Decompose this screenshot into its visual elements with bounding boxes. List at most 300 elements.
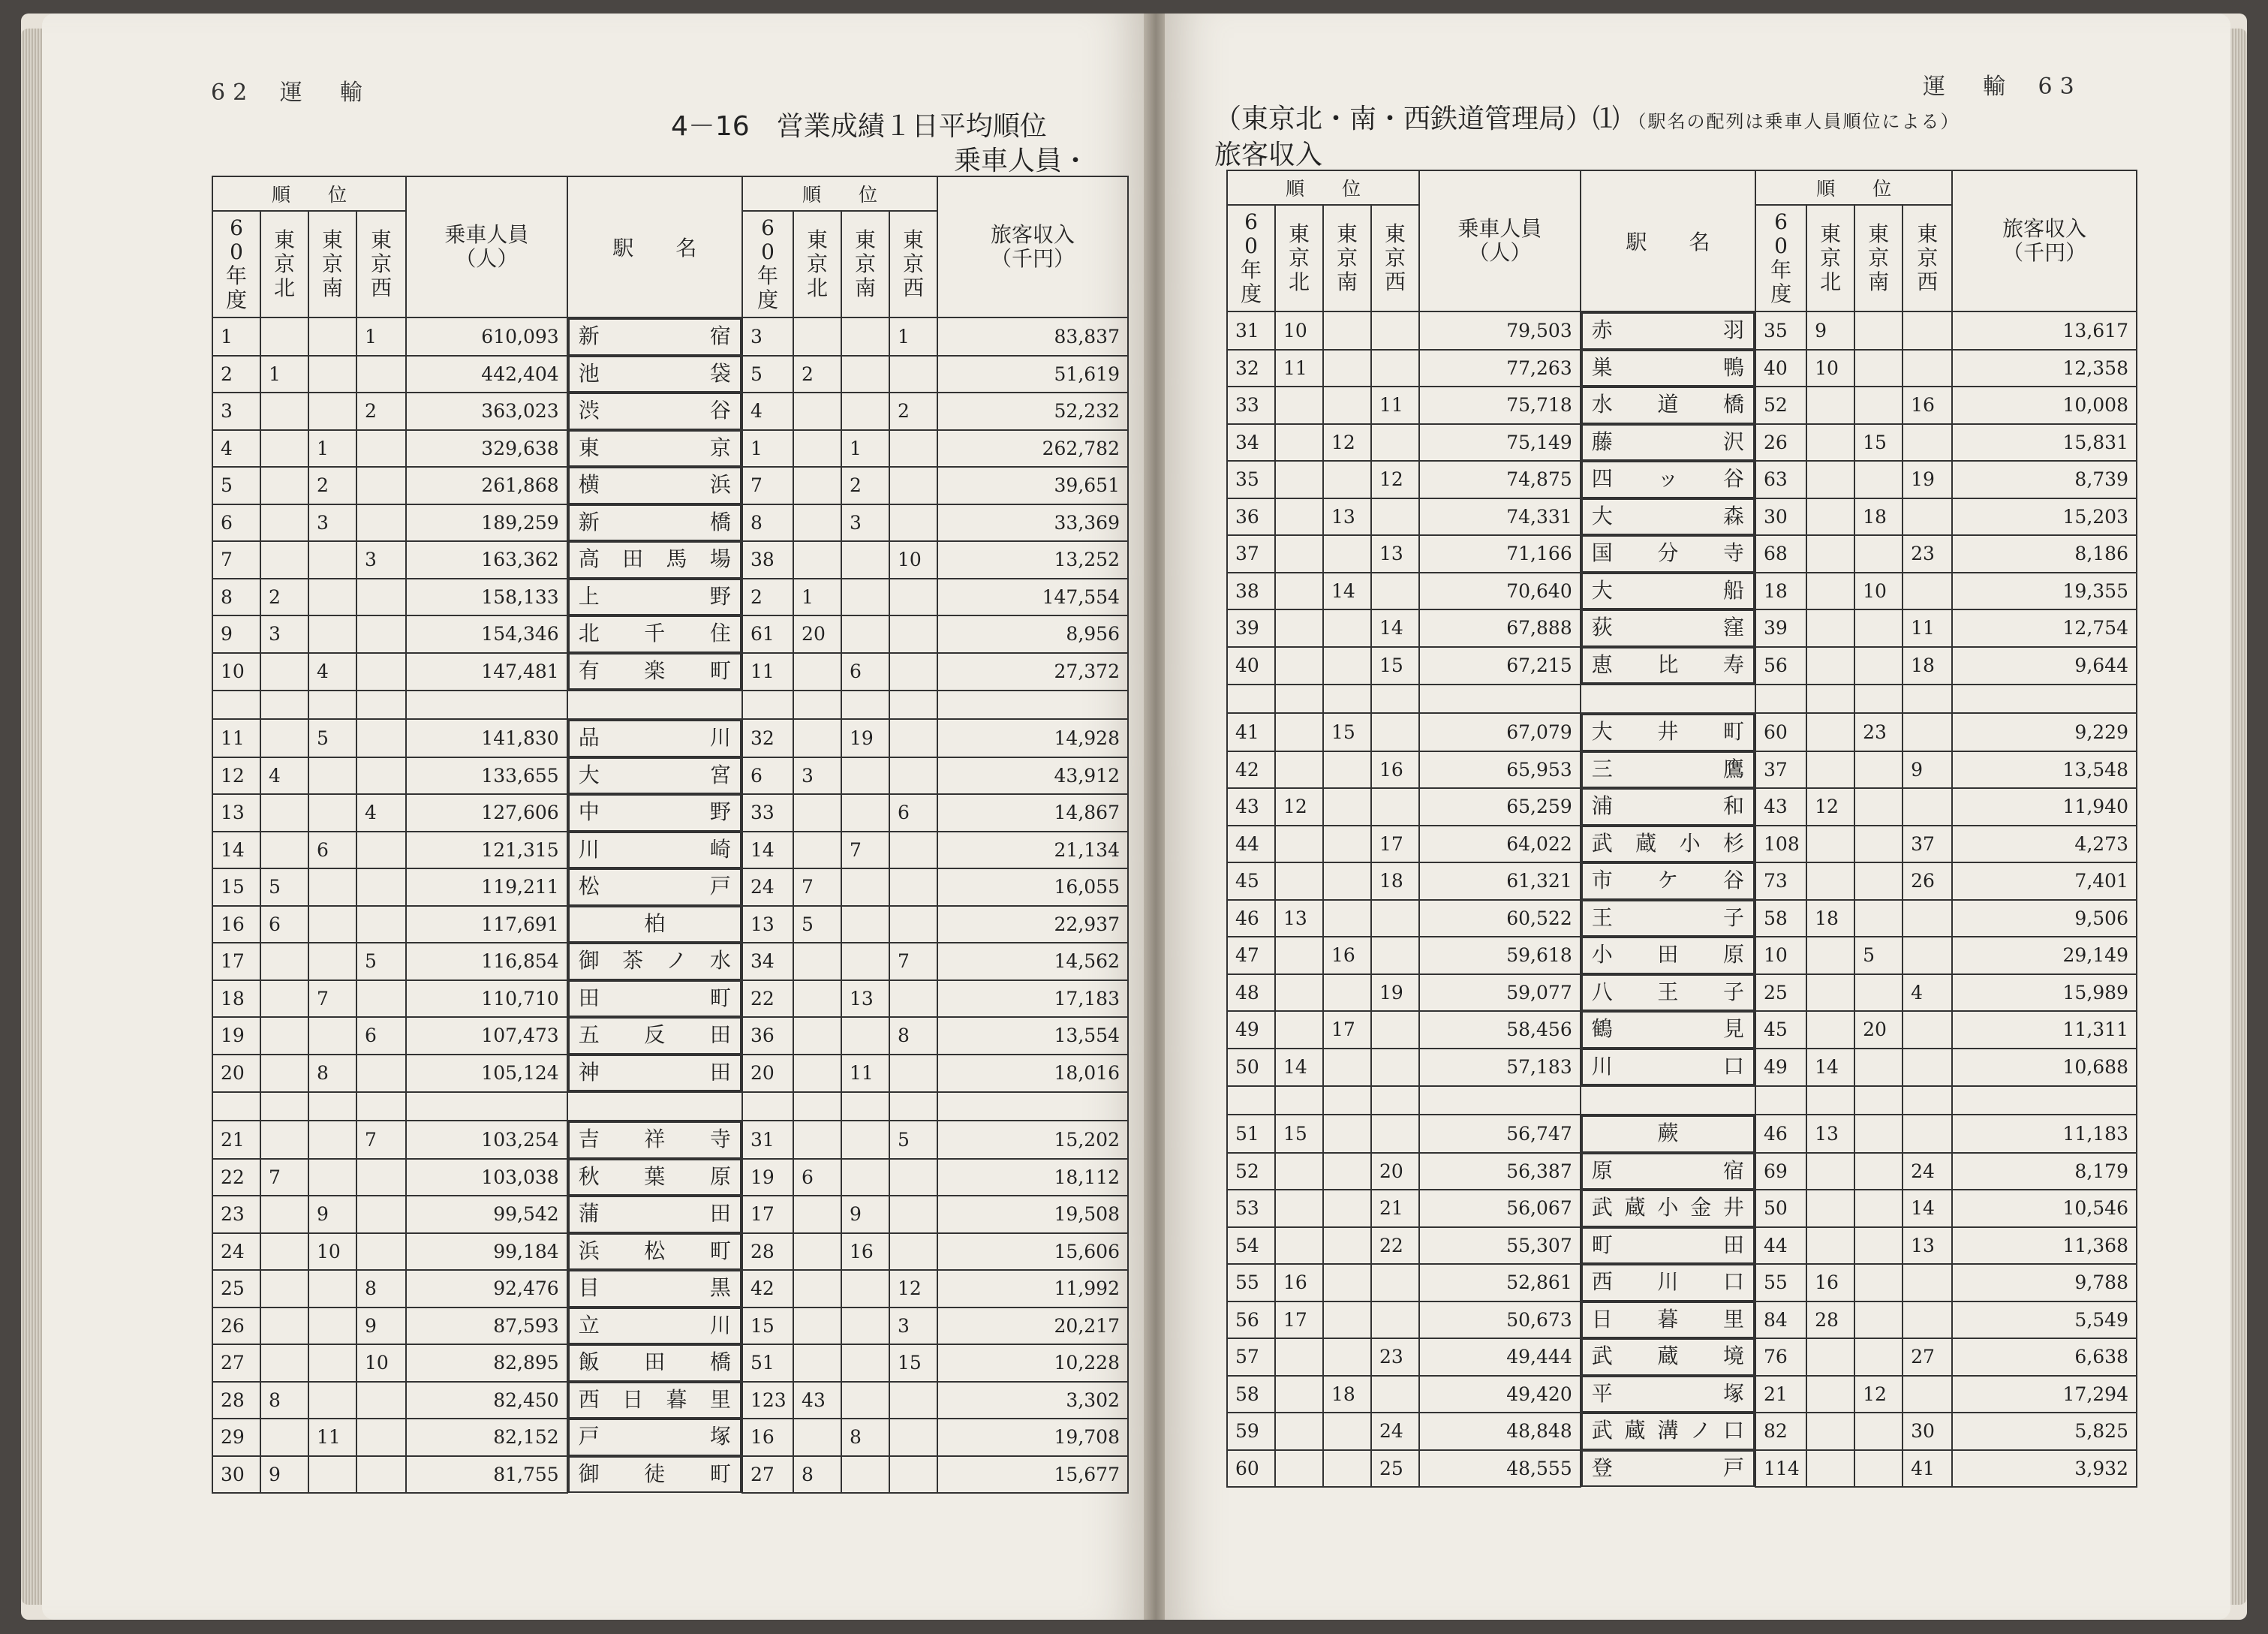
rank-tokyo-south xyxy=(1854,1049,1903,1087)
station-name: 鶴 見 xyxy=(1581,1011,1755,1049)
passengers: 189,259 xyxy=(406,504,567,542)
revenue: 13,548 xyxy=(1952,751,2137,789)
rank-tokyo-south xyxy=(308,943,356,980)
passengers: 110,710 xyxy=(406,980,567,1018)
table-row xyxy=(1227,461,2137,498)
rank-tokyo-west xyxy=(889,430,937,468)
rank-tokyo-west xyxy=(356,832,406,869)
rank-fy60: 52 xyxy=(1227,1153,1275,1190)
rank-tokyo-south xyxy=(1323,1115,1371,1153)
revenue: 10,228 xyxy=(937,1344,1128,1382)
left-page xyxy=(42,14,1147,1620)
rank-tokyo-west: 10 xyxy=(356,1344,406,1382)
rank-tokyo-south xyxy=(1323,751,1371,789)
revenue: 9,644 xyxy=(1952,647,2137,685)
rank-tokyo-west: 13 xyxy=(1371,535,1419,573)
rank-tokyo-north xyxy=(1806,573,1854,610)
table-row xyxy=(212,980,1128,1018)
rank-tokyo-west: 18 xyxy=(1371,862,1419,900)
revenue: 14,928 xyxy=(937,719,1128,757)
spacer-cell xyxy=(1581,1086,1755,1115)
rank-tokyo-north xyxy=(1806,609,1854,647)
rank-tokyo-north xyxy=(793,719,841,757)
page-edges-left xyxy=(21,29,42,1605)
table-row xyxy=(1227,937,2137,974)
rank-fy60: 44 xyxy=(1755,1227,1806,1265)
rank-tokyo-north xyxy=(1275,826,1323,863)
station-name: 八 王 子 xyxy=(1581,974,1755,1012)
rank-fy60: 32 xyxy=(742,719,793,757)
rank-tokyo-north xyxy=(1806,1011,1854,1049)
station-name: 三 鷹 xyxy=(1581,751,1755,789)
table-row xyxy=(212,1270,1128,1308)
rank-tokyo-south xyxy=(841,579,889,616)
revenue: 11,940 xyxy=(1952,788,2137,826)
rank-tokyo-north xyxy=(1806,461,1854,498)
rank-tokyo-north xyxy=(1806,535,1854,573)
rank-tokyo-north xyxy=(1806,424,1854,462)
rank-tokyo-south: 16 xyxy=(841,1233,889,1271)
rank-group-header: 順 位 xyxy=(212,176,406,211)
rank-tokyo-south: 3 xyxy=(308,504,356,542)
rank-tokyo-west xyxy=(1371,1115,1419,1153)
rank-fy60: 18 xyxy=(1755,573,1806,610)
rank-tokyo-south xyxy=(1854,387,1903,424)
fy60-header-2: 6 0 年 度 xyxy=(1755,205,1806,311)
rank-tokyo-west xyxy=(889,906,937,943)
rank-tokyo-north xyxy=(1275,498,1323,536)
spacer-cell xyxy=(937,691,1128,719)
rank-fy60: 11 xyxy=(212,719,260,757)
rank-fy60: 21 xyxy=(1755,1376,1806,1413)
rank-fy60: 17 xyxy=(212,943,260,980)
rank-tokyo-west xyxy=(356,430,406,468)
rank-tokyo-south xyxy=(1323,311,1371,350)
rank-tokyo-west: 27 xyxy=(1903,1338,1952,1376)
rank-tokyo-north xyxy=(793,541,841,579)
rank-tokyo-south xyxy=(841,1159,889,1196)
rank-tokyo-north: 10 xyxy=(1806,350,1854,387)
rank-tokyo-north xyxy=(793,832,841,869)
rank-tokyo-north xyxy=(1806,647,1854,685)
spacer-cell xyxy=(1323,685,1371,713)
rank-tokyo-south xyxy=(1854,862,1903,900)
revenue: 14,867 xyxy=(937,794,1128,832)
table-row xyxy=(1227,1049,2137,1087)
rank-fy60: 7 xyxy=(742,467,793,504)
rank-tokyo-south: 7 xyxy=(841,832,889,869)
rank-tokyo-south xyxy=(1323,826,1371,863)
rank-tokyo-south xyxy=(841,1456,889,1494)
revenue: 3,302 xyxy=(937,1382,1128,1419)
passengers: 92,476 xyxy=(406,1270,567,1308)
passengers: 64,022 xyxy=(1419,826,1581,863)
rank-fy60: 20 xyxy=(212,1055,260,1093)
passengers: 65,259 xyxy=(1419,788,1581,826)
rank-tokyo-west xyxy=(356,906,406,943)
rank-fy60: 1 xyxy=(212,317,260,356)
rank-tokyo-south: 1 xyxy=(308,430,356,468)
rank-fy60: 38 xyxy=(742,541,793,579)
revenue: 20,217 xyxy=(937,1308,1128,1345)
rank-tokyo-south: 17 xyxy=(1323,1011,1371,1049)
tokyo-west-header: 東 京 西 xyxy=(356,211,406,317)
rank-tokyo-north xyxy=(1275,1338,1323,1376)
rank-tokyo-north xyxy=(260,317,308,356)
rank-fy60: 16 xyxy=(742,1419,793,1456)
rank-tokyo-north xyxy=(1806,498,1854,536)
rank-group-header-2: 順 位 xyxy=(1755,170,1952,205)
passengers: 49,420 xyxy=(1419,1376,1581,1413)
rank-tokyo-west xyxy=(356,653,406,691)
revenue: 29,149 xyxy=(1952,937,2137,974)
table-row xyxy=(212,1159,1128,1196)
rank-tokyo-south: 11 xyxy=(308,1419,356,1456)
rank-fy60: 29 xyxy=(212,1419,260,1456)
rank-tokyo-south: 11 xyxy=(841,1055,889,1093)
rank-tokyo-north: 1 xyxy=(260,356,308,393)
rank-tokyo-north: 13 xyxy=(1275,900,1323,937)
rank-fy60: 61 xyxy=(742,615,793,653)
spacer-cell xyxy=(1227,685,1275,713)
revenue: 9,229 xyxy=(1952,713,2137,751)
station-name: 目 黒 xyxy=(568,1270,741,1308)
table-row xyxy=(212,430,1128,468)
rank-fy60: 49 xyxy=(1227,1011,1275,1049)
passengers: 81,755 xyxy=(406,1456,567,1494)
rank-tokyo-south: 15 xyxy=(1854,424,1903,462)
rank-tokyo-north xyxy=(1806,974,1854,1012)
revenue: 11,311 xyxy=(1952,1011,2137,1049)
rank-tokyo-north: 43 xyxy=(793,1382,841,1419)
right-page xyxy=(1165,14,2230,1620)
passengers: 75,718 xyxy=(1419,387,1581,424)
rank-tokyo-north xyxy=(793,794,841,832)
revenue: 4,273 xyxy=(1952,826,2137,863)
right-ranking-table xyxy=(1226,170,2137,1488)
rank-tokyo-west xyxy=(1371,498,1419,536)
passengers: 52,861 xyxy=(1419,1264,1581,1301)
table-row xyxy=(212,615,1128,653)
rank-tokyo-north: 6 xyxy=(260,906,308,943)
station-name: 渋 谷 xyxy=(568,393,741,430)
table-row xyxy=(212,653,1128,691)
revenue: 21,134 xyxy=(937,832,1128,869)
rank-tokyo-south: 13 xyxy=(1323,498,1371,536)
rank-tokyo-north xyxy=(260,467,308,504)
table-row xyxy=(1227,311,2137,350)
spacer-cell xyxy=(1952,685,2137,713)
station-name: 大 宮 xyxy=(568,757,741,795)
rank-tokyo-north xyxy=(260,1017,308,1055)
rank-tokyo-south xyxy=(1854,535,1903,573)
passengers: 103,254 xyxy=(406,1121,567,1159)
rank-tokyo-south xyxy=(308,757,356,795)
rank-tokyo-south xyxy=(1854,1190,1903,1227)
rank-tokyo-south: 4 xyxy=(308,653,356,691)
rank-tokyo-west xyxy=(889,1382,937,1419)
rank-tokyo-south xyxy=(308,794,356,832)
rank-tokyo-west: 7 xyxy=(356,1121,406,1159)
rank-fy60: 45 xyxy=(1755,1011,1806,1049)
passengers: 49,444 xyxy=(1419,1338,1581,1376)
passengers: 56,387 xyxy=(1419,1153,1581,1190)
rank-tokyo-west xyxy=(889,504,937,542)
station-name: 高 田 馬 場 xyxy=(568,541,741,579)
rank-tokyo-south xyxy=(1323,387,1371,424)
rank-tokyo-south xyxy=(308,906,356,943)
rank-tokyo-south xyxy=(1323,1450,1371,1488)
rank-tokyo-south xyxy=(1323,1413,1371,1450)
rank-group-header-2: 順 位 xyxy=(742,176,937,211)
right-page-title-line2: 旅客収入 xyxy=(1214,140,1323,170)
rank-fy60: 84 xyxy=(1755,1301,1806,1339)
rank-tokyo-north xyxy=(260,1055,308,1093)
rank-tokyo-north xyxy=(260,1308,308,1345)
rank-fy60: 11 xyxy=(742,653,793,691)
revenue-header: 旅客収入 （千円） xyxy=(937,176,1128,317)
station-name: 蒲 田 xyxy=(568,1196,741,1233)
revenue: 16,055 xyxy=(937,868,1128,906)
revenue: 15,831 xyxy=(1952,424,2137,462)
passengers: 442,404 xyxy=(406,356,567,393)
station-name: 武 蔵 溝 ノ 口 xyxy=(1581,1413,1755,1450)
rank-tokyo-north xyxy=(260,794,308,832)
rank-tokyo-west xyxy=(889,719,937,757)
revenue: 8,739 xyxy=(1952,461,2137,498)
rank-fy60: 50 xyxy=(1755,1190,1806,1227)
rank-fy60: 114 xyxy=(1755,1450,1806,1488)
rank-tokyo-north xyxy=(1275,535,1323,573)
rank-fy60: 12 xyxy=(212,757,260,795)
rank-tokyo-south: 10 xyxy=(308,1233,356,1271)
rank-fy60: 9 xyxy=(212,615,260,653)
rank-tokyo-south xyxy=(1854,1413,1903,1450)
rank-tokyo-north xyxy=(260,719,308,757)
passengers-header: 乗車人員 （人） xyxy=(1419,170,1581,311)
revenue: 9,788 xyxy=(1952,1264,2137,1301)
revenue: 19,708 xyxy=(937,1419,1128,1456)
rank-tokyo-west xyxy=(889,1456,937,1494)
passengers: 77,263 xyxy=(1419,350,1581,387)
station-name: 登 戸 xyxy=(1581,1450,1755,1488)
rank-tokyo-north xyxy=(260,541,308,579)
rank-tokyo-west: 19 xyxy=(1903,461,1952,498)
passengers: 261,868 xyxy=(406,467,567,504)
table-row xyxy=(212,757,1128,795)
rank-fy60: 37 xyxy=(1227,535,1275,573)
rank-fy60: 32 xyxy=(1227,350,1275,387)
rank-tokyo-west: 15 xyxy=(1371,647,1419,685)
rank-tokyo-north: 11 xyxy=(1275,350,1323,387)
rank-fy60: 55 xyxy=(1755,1264,1806,1301)
spacer-cell xyxy=(742,1092,793,1121)
station-name: 原 宿 xyxy=(1581,1153,1755,1190)
rank-fy60: 6 xyxy=(212,504,260,542)
rank-tokyo-south xyxy=(1323,1153,1371,1190)
rank-tokyo-west xyxy=(356,615,406,653)
station-name: 川 崎 xyxy=(568,832,741,869)
rank-fy60: 14 xyxy=(742,832,793,869)
rank-tokyo-north xyxy=(1275,1413,1323,1450)
rank-tokyo-north xyxy=(1275,573,1323,610)
passengers: 67,079 xyxy=(1419,713,1581,751)
rank-tokyo-west: 23 xyxy=(1903,535,1952,573)
rank-fy60: 28 xyxy=(212,1382,260,1419)
rank-fy60: 21 xyxy=(212,1121,260,1159)
revenue: 11,992 xyxy=(937,1270,1128,1308)
table-row xyxy=(212,1419,1128,1456)
rank-tokyo-west: 15 xyxy=(889,1344,937,1382)
left-ranking-table xyxy=(212,176,1129,1494)
rank-fy60: 37 xyxy=(1755,751,1806,789)
rank-fy60: 63 xyxy=(1755,461,1806,498)
rank-fy60: 1 xyxy=(742,430,793,468)
rank-tokyo-south xyxy=(1323,461,1371,498)
rank-tokyo-north xyxy=(1275,387,1323,424)
station-name: 大 船 xyxy=(1581,573,1755,610)
rank-tokyo-west: 10 xyxy=(889,541,937,579)
revenue: 15,203 xyxy=(1952,498,2137,536)
tokyo-west-header-2: 東 京 西 xyxy=(889,211,937,317)
rank-tokyo-north: 6 xyxy=(793,1159,841,1196)
rank-tokyo-north xyxy=(1275,461,1323,498)
rank-tokyo-south xyxy=(841,943,889,980)
rank-tokyo-north xyxy=(1806,1450,1854,1488)
rank-tokyo-west xyxy=(1903,1301,1952,1339)
rank-tokyo-west: 11 xyxy=(1903,609,1952,647)
rank-tokyo-north xyxy=(1275,862,1323,900)
rank-fy60: 34 xyxy=(1227,424,1275,462)
passengers: 48,555 xyxy=(1419,1450,1581,1488)
rank-fy60: 76 xyxy=(1755,1338,1806,1376)
rank-fy60: 36 xyxy=(1227,498,1275,536)
rank-tokyo-west xyxy=(356,356,406,393)
rank-tokyo-west xyxy=(1903,311,1952,350)
rank-tokyo-north: 12 xyxy=(1806,788,1854,826)
rank-tokyo-north: 20 xyxy=(793,615,841,653)
tokyo-south-header-2: 東 京 南 xyxy=(1854,205,1903,311)
spacer-cell xyxy=(212,1092,260,1121)
revenue: 10,688 xyxy=(1952,1049,2137,1087)
rank-tokyo-south xyxy=(1854,1264,1903,1301)
rank-tokyo-west xyxy=(1371,350,1419,387)
station-name: 四 ッ 谷 xyxy=(1581,461,1755,498)
revenue: 9,506 xyxy=(1952,900,2137,937)
rank-tokyo-north xyxy=(1806,387,1854,424)
rank-tokyo-south xyxy=(308,1121,356,1159)
rank-tokyo-north: 17 xyxy=(1275,1301,1323,1339)
rank-fy60: 50 xyxy=(1227,1049,1275,1087)
passengers: 105,124 xyxy=(406,1055,567,1093)
rank-fy60: 5 xyxy=(742,356,793,393)
passengers: 56,067 xyxy=(1419,1190,1581,1227)
rank-tokyo-north: 5 xyxy=(260,868,308,906)
rank-tokyo-west xyxy=(1371,1376,1419,1413)
station-name: 赤 羽 xyxy=(1581,312,1755,350)
rank-tokyo-south xyxy=(1854,647,1903,685)
rank-fy60: 33 xyxy=(742,794,793,832)
rank-tokyo-south: 18 xyxy=(1323,1376,1371,1413)
station-name: 田 町 xyxy=(568,980,741,1018)
rank-tokyo-west: 4 xyxy=(356,794,406,832)
revenue: 147,554 xyxy=(937,579,1128,616)
passengers: 59,618 xyxy=(1419,937,1581,974)
fy60-header-2: 6 0 年 度 xyxy=(742,211,793,317)
rank-fy60: 38 xyxy=(1227,573,1275,610)
station-name: 恵 比 寿 xyxy=(1581,647,1755,685)
rank-tokyo-north xyxy=(1275,713,1323,751)
rank-tokyo-west: 16 xyxy=(1903,387,1952,424)
rank-tokyo-north xyxy=(793,430,841,468)
rank-tokyo-south xyxy=(308,1270,356,1308)
rank-tokyo-south: 5 xyxy=(1854,937,1903,974)
rank-tokyo-west xyxy=(1371,937,1419,974)
station-name: 蕨 xyxy=(1581,1115,1755,1153)
rank-tokyo-west: 20 xyxy=(1371,1153,1419,1190)
revenue: 17,183 xyxy=(937,980,1128,1018)
rank-tokyo-west xyxy=(356,868,406,906)
rank-fy60: 5 xyxy=(212,467,260,504)
rank-tokyo-south xyxy=(1854,311,1903,350)
rank-fy60: 57 xyxy=(1227,1338,1275,1376)
rank-tokyo-west xyxy=(1371,1049,1419,1087)
rank-tokyo-north xyxy=(1275,1450,1323,1488)
rank-fy60: 40 xyxy=(1227,647,1275,685)
rank-tokyo-north xyxy=(1275,751,1323,789)
rank-tokyo-north xyxy=(1275,1011,1323,1049)
table-row xyxy=(212,1017,1128,1055)
spacer-cell xyxy=(889,1092,937,1121)
rank-tokyo-north xyxy=(1275,1227,1323,1265)
rank-tokyo-north xyxy=(1806,713,1854,751)
passengers: 147,481 xyxy=(406,653,567,691)
rank-tokyo-south xyxy=(1854,826,1903,863)
rank-tokyo-north: 2 xyxy=(260,579,308,616)
table-row xyxy=(212,504,1128,542)
passengers: 99,542 xyxy=(406,1196,567,1233)
rank-tokyo-south: 8 xyxy=(841,1419,889,1456)
rank-tokyo-north: 13 xyxy=(1806,1115,1854,1153)
rank-tokyo-west xyxy=(356,579,406,616)
rank-tokyo-south xyxy=(308,868,356,906)
revenue: 10,008 xyxy=(1952,387,2137,424)
rank-tokyo-west: 8 xyxy=(356,1270,406,1308)
rank-tokyo-north xyxy=(1275,1153,1323,1190)
rank-tokyo-south xyxy=(1854,350,1903,387)
rank-tokyo-north xyxy=(793,980,841,1018)
spacer-cell xyxy=(793,691,841,719)
rank-tokyo-west xyxy=(1371,788,1419,826)
station-name: 藤 沢 xyxy=(1581,424,1755,462)
spacer-cell xyxy=(356,1092,406,1121)
spacer-cell xyxy=(1806,1086,1854,1115)
rank-fy60: 4 xyxy=(742,393,793,430)
passengers: 50,673 xyxy=(1419,1301,1581,1339)
rank-tokyo-south xyxy=(841,393,889,430)
rank-tokyo-south xyxy=(841,1308,889,1345)
station-name: 武 蔵 境 xyxy=(1581,1338,1755,1376)
passengers: 158,133 xyxy=(406,579,567,616)
rank-tokyo-west xyxy=(1371,1301,1419,1339)
spacer-cell xyxy=(841,1092,889,1121)
passengers: 141,830 xyxy=(406,719,567,757)
station-name: 王 子 xyxy=(1581,900,1755,937)
rank-tokyo-north xyxy=(1806,1227,1854,1265)
passengers: 117,691 xyxy=(406,906,567,943)
revenue: 83,837 xyxy=(937,317,1128,356)
rank-tokyo-west xyxy=(1371,1011,1419,1049)
